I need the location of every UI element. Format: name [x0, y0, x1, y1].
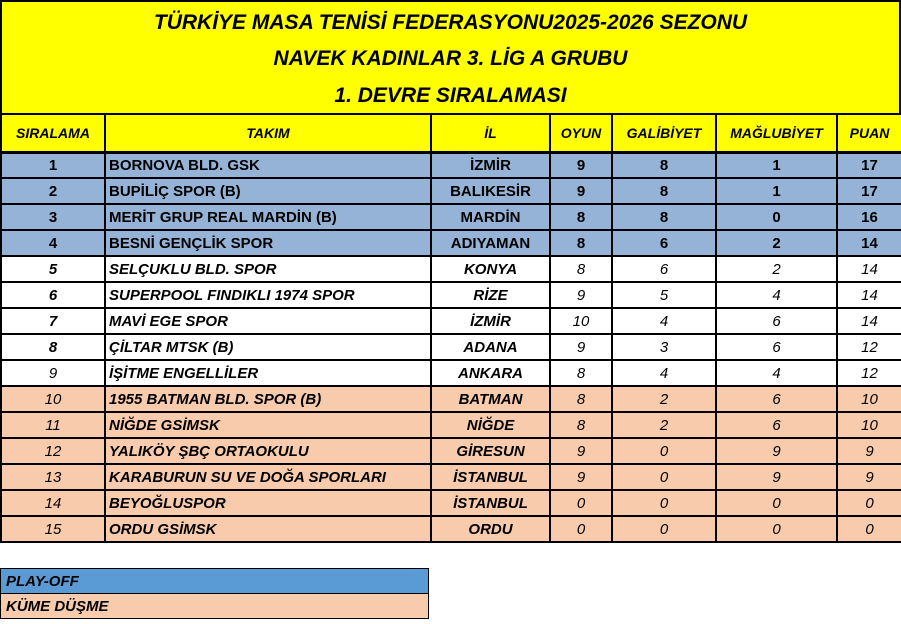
cell-points: 12: [837, 360, 901, 386]
cell-won: 0: [612, 438, 716, 464]
cell-team: SUPERPOOL FINDIKLI 1974 SPOR: [105, 282, 431, 308]
cell-rank: 9: [1, 360, 105, 386]
cell-lost: 6: [716, 308, 837, 334]
table-row: [1, 230, 901, 256]
cell-points: 0: [837, 490, 901, 516]
col-lost-header: MAĞLUBİYET: [716, 114, 837, 152]
cell-lost: 4: [716, 360, 837, 386]
cell-city: RİZE: [431, 282, 550, 308]
cell-points: 9: [837, 438, 901, 464]
cell-played: 8: [550, 256, 612, 282]
legend-relegation: KÜME DÜŞME: [1, 594, 429, 619]
cell-played: 8: [550, 412, 612, 438]
cell-lost: 2: [716, 256, 837, 282]
cell-city: İSTANBUL: [431, 490, 550, 516]
cell-city: İZMİR: [431, 308, 550, 334]
cell-won: 4: [612, 308, 716, 334]
table-row: [1, 178, 901, 204]
cell-team: KARABURUN SU VE DOĞA SPORLARI: [105, 464, 431, 490]
cell-lost: 4: [716, 282, 837, 308]
cell-city: ORDU: [431, 516, 550, 542]
cell-lost: 1: [716, 178, 837, 204]
cell-rank: 2: [1, 178, 105, 204]
title-federation: TÜRKİYE MASA TENİSİ FEDERASYONU2025-2026 SEZONU: [153, 11, 748, 34]
table-row: [1, 152, 901, 178]
table-row: [1, 412, 901, 438]
cell-rank: 1: [1, 152, 105, 178]
title-standings: 1. DEVRE SIRALAMASI: [334, 84, 567, 107]
cell-team: ORDU GSİMSK: [105, 516, 431, 542]
cell-lost: 0: [716, 490, 837, 516]
cell-city: MARDİN: [431, 204, 550, 230]
cell-rank: 6: [1, 282, 105, 308]
cell-played: 8: [550, 386, 612, 412]
cell-won: 0: [612, 516, 716, 542]
cell-points: 10: [837, 412, 901, 438]
cell-played: 9: [550, 334, 612, 360]
legend-table: [0, 568, 429, 619]
cell-rank: 14: [1, 490, 105, 516]
cell-played: 8: [550, 204, 612, 230]
col-city-header: İL: [431, 114, 550, 152]
cell-played: 9: [550, 464, 612, 490]
cell-won: 6: [612, 230, 716, 256]
cell-lost: 6: [716, 334, 837, 360]
cell-rank: 10: [1, 386, 105, 412]
sheet-title: [0, 0, 901, 113]
cell-played: 10: [550, 308, 612, 334]
cell-team: BUPİLİÇ SPOR (B): [105, 178, 431, 204]
cell-rank: 13: [1, 464, 105, 490]
cell-city: ANKARA: [431, 360, 550, 386]
table-header-row: [1, 114, 901, 152]
table-row: [1, 334, 901, 360]
cell-team: BESNİ GENÇLİK SPOR: [105, 230, 431, 256]
table-row: [1, 360, 901, 386]
cell-rank: 4: [1, 230, 105, 256]
cell-city: BATMAN: [431, 386, 550, 412]
table-row: [1, 386, 901, 412]
table-row: [1, 438, 901, 464]
cell-rank: 3: [1, 204, 105, 230]
cell-won: 3: [612, 334, 716, 360]
cell-won: 8: [612, 178, 716, 204]
cell-team: MAVİ EGE SPOR: [105, 308, 431, 334]
cell-team: SELÇUKLU BLD. SPOR: [105, 256, 431, 282]
cell-team: MERİT GRUP REAL MARDİN (B): [105, 204, 431, 230]
cell-lost: 1: [716, 152, 837, 178]
cell-lost: 9: [716, 464, 837, 490]
cell-points: 0: [837, 516, 901, 542]
cell-lost: 0: [716, 204, 837, 230]
cell-team: NİĞDE GSİMSK: [105, 412, 431, 438]
cell-rank: 8: [1, 334, 105, 360]
cell-won: 0: [612, 490, 716, 516]
table-row: [1, 490, 901, 516]
cell-points: 10: [837, 386, 901, 412]
col-won-header: GALİBİYET: [612, 114, 716, 152]
cell-city: İZMİR: [431, 152, 550, 178]
cell-won: 0: [612, 464, 716, 490]
cell-points: 14: [837, 256, 901, 282]
cell-city: KONYA: [431, 256, 550, 282]
table-row: [1, 308, 901, 334]
cell-city: ADIYAMAN: [431, 230, 550, 256]
cell-team: BORNOVA BLD. GSK: [105, 152, 431, 178]
cell-rank: 5: [1, 256, 105, 282]
cell-team: 1955 BATMAN BLD. SPOR (B): [105, 386, 431, 412]
cell-lost: 0: [716, 516, 837, 542]
col-team-header: TAKIM: [105, 114, 431, 152]
standings-table: [0, 113, 901, 543]
cell-lost: 2: [716, 230, 837, 256]
cell-played: 8: [550, 360, 612, 386]
cell-points: 17: [837, 178, 901, 204]
table-row: [1, 464, 901, 490]
cell-team: BEYOĞLUSPOR: [105, 490, 431, 516]
cell-won: 2: [612, 412, 716, 438]
cell-points: 14: [837, 282, 901, 308]
cell-team: YALIKÖY ŞBÇ ORTAOKULU: [105, 438, 431, 464]
cell-rank: 12: [1, 438, 105, 464]
col-rank-header: SIRALAMA: [1, 114, 105, 152]
cell-lost: 6: [716, 386, 837, 412]
cell-won: 2: [612, 386, 716, 412]
cell-rank: 7: [1, 308, 105, 334]
cell-played: 9: [550, 282, 612, 308]
cell-played: 0: [550, 490, 612, 516]
cell-played: 0: [550, 516, 612, 542]
cell-played: 9: [550, 438, 612, 464]
cell-rank: 11: [1, 412, 105, 438]
table-row: [1, 282, 901, 308]
cell-points: 14: [837, 230, 901, 256]
cell-rank: 15: [1, 516, 105, 542]
legend-playoff: PLAY-OFF: [1, 569, 429, 594]
col-played-header: OYUN: [550, 114, 612, 152]
col-points-header: PUAN: [837, 114, 901, 152]
cell-points: 9: [837, 464, 901, 490]
cell-city: GİRESUN: [431, 438, 550, 464]
cell-city: ADANA: [431, 334, 550, 360]
table-row: [1, 516, 901, 542]
cell-won: 4: [612, 360, 716, 386]
cell-won: 6: [612, 256, 716, 282]
cell-team: İŞİTME ENGELLİLER: [105, 360, 431, 386]
cell-city: İSTANBUL: [431, 464, 550, 490]
table-row: [1, 204, 901, 230]
cell-points: 17: [837, 152, 901, 178]
cell-won: 8: [612, 204, 716, 230]
cell-played: 9: [550, 152, 612, 178]
cell-won: 5: [612, 282, 716, 308]
cell-points: 16: [837, 204, 901, 230]
cell-lost: 9: [716, 438, 837, 464]
cell-city: NİĞDE: [431, 412, 550, 438]
cell-played: 8: [550, 230, 612, 256]
cell-points: 12: [837, 334, 901, 360]
cell-lost: 6: [716, 412, 837, 438]
cell-team: ÇİLTAR MTSK (B): [105, 334, 431, 360]
table-row: [1, 256, 901, 282]
cell-played: 9: [550, 178, 612, 204]
cell-won: 8: [612, 152, 716, 178]
cell-points: 14: [837, 308, 901, 334]
title-league: NAVEK KADINLAR 3. LİG A GRUBU: [273, 47, 628, 70]
cell-city: BALIKESİR: [431, 178, 550, 204]
